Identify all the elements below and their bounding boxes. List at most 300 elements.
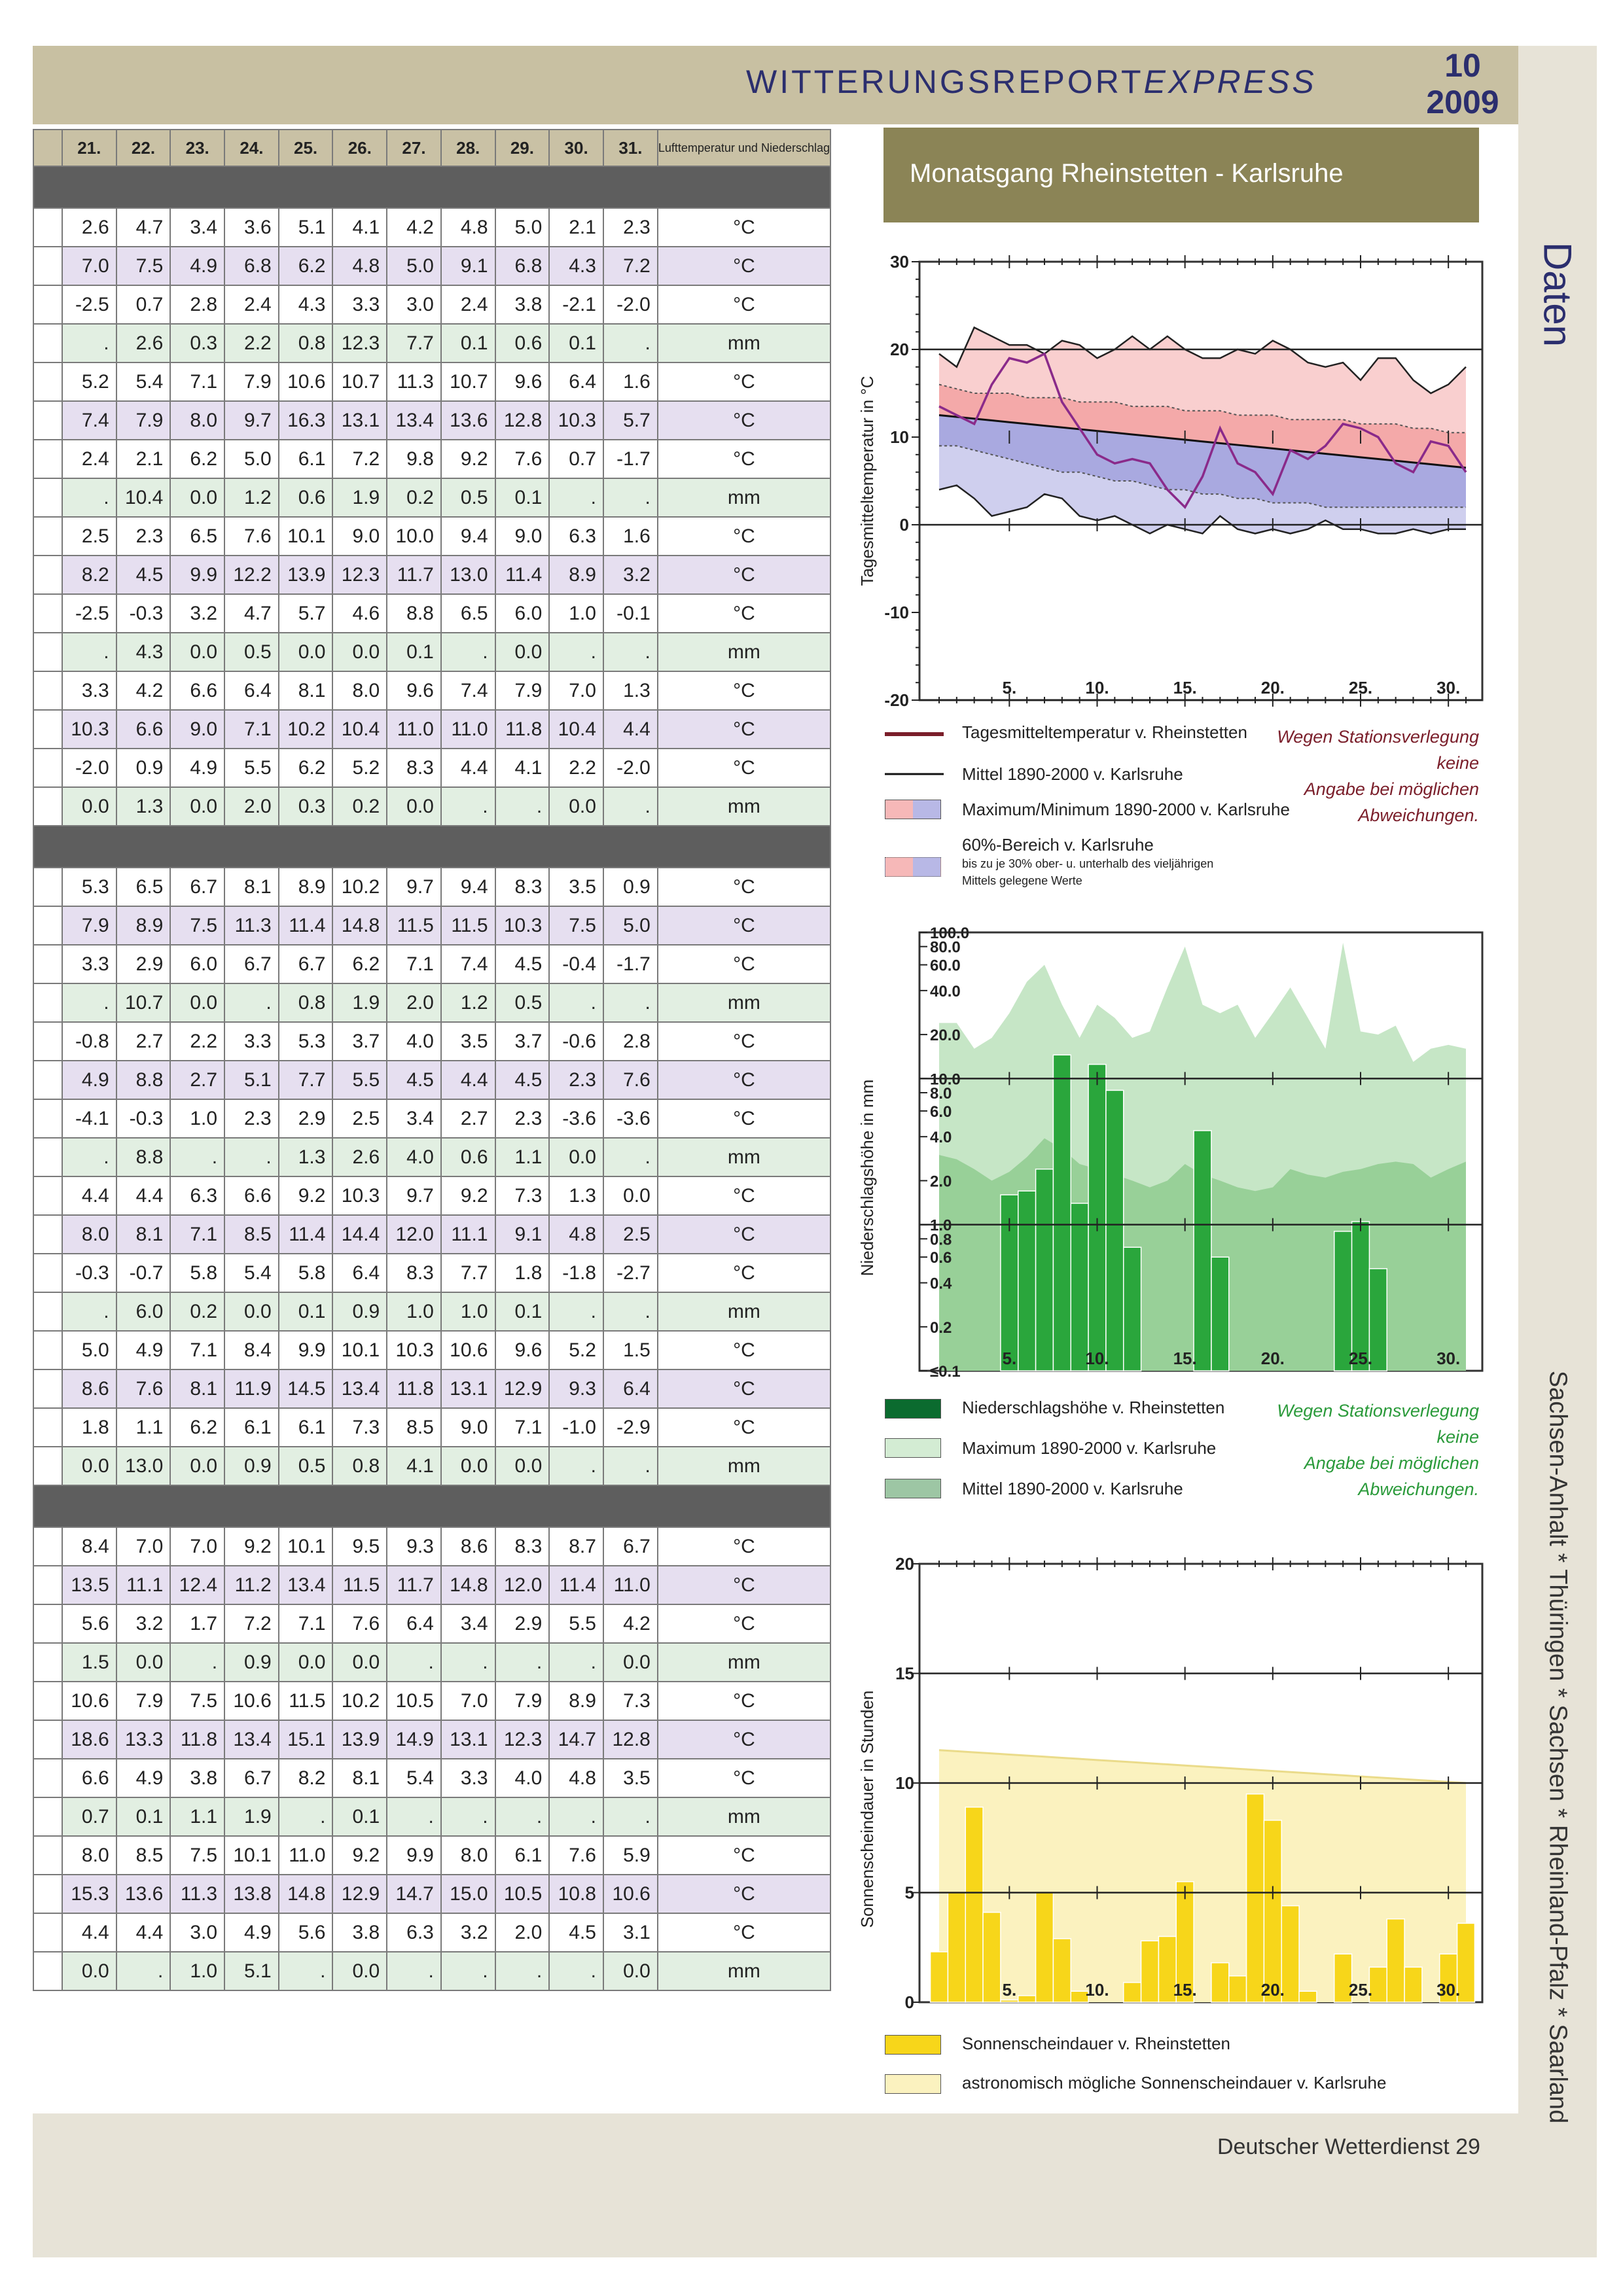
- value-cell: 4.4: [116, 1176, 171, 1215]
- table-row: [33, 1566, 830, 1604]
- value-cell: 5.0: [224, 440, 279, 478]
- precip-bar: [1036, 1169, 1054, 1371]
- value-cell: 7.0: [116, 1527, 171, 1566]
- value-cell: 7.5: [116, 247, 171, 285]
- value-cell: 15.1: [279, 1720, 333, 1759]
- value-cell: .: [170, 1138, 224, 1176]
- value-cell: 11.3: [387, 362, 441, 401]
- value-cell: 2.6: [62, 208, 116, 247]
- value-cell: 2.2: [549, 749, 603, 787]
- value-cell: 13.1: [441, 1720, 495, 1759]
- unit-cell: mm: [658, 633, 830, 671]
- value-cell: 5.0: [495, 208, 550, 247]
- day-header: 22.: [116, 130, 171, 166]
- table-row: [33, 478, 830, 517]
- value-cell: 5.1: [224, 1952, 279, 1990]
- unit-cell: °C: [658, 1408, 830, 1447]
- row-label-cell: [33, 1875, 62, 1913]
- value-cell: 4.9: [62, 1061, 116, 1099]
- table-row: [33, 945, 830, 983]
- table-row: [33, 1138, 830, 1176]
- y-tick-label: 10: [890, 427, 909, 447]
- unit-cell: °C: [658, 749, 830, 787]
- precip-note-line-3: Abweichungen.: [1358, 1479, 1479, 1499]
- value-cell: 6.6: [62, 1759, 116, 1797]
- row-label-cell: [33, 945, 62, 983]
- precip-legend-swatch-2: [885, 1438, 941, 1458]
- value-cell: 7.4: [62, 401, 116, 440]
- value-cell: .: [224, 1138, 279, 1176]
- value-cell: 10.7: [441, 362, 495, 401]
- table-row: [33, 906, 830, 945]
- x-tick-label: 30.: [1436, 1349, 1461, 1368]
- temp-note: [1230, 724, 1479, 828]
- row-label-cell: [33, 556, 62, 594]
- table-row: [33, 1875, 830, 1913]
- sun-bar: [1036, 1893, 1054, 2003]
- value-cell: 8.6: [62, 1369, 116, 1408]
- unit-cell: °C: [658, 1566, 830, 1604]
- unit-cell: mm: [658, 787, 830, 826]
- table-row: [33, 556, 830, 594]
- value-cell: 9.9: [279, 1331, 333, 1369]
- value-cell: 8.1: [332, 1759, 387, 1797]
- table-row: [33, 1369, 830, 1408]
- value-cell: -0.7: [116, 1254, 171, 1292]
- y-tick-label: 0.2: [930, 1318, 952, 1337]
- precip-bar: [1053, 1055, 1071, 1371]
- precip-legend-2: Maximum 1890-2000 v. Karlsruhe: [962, 1438, 1217, 1458]
- value-cell: 9.6: [387, 671, 441, 710]
- table-row: [33, 594, 830, 633]
- value-cell: 1.0: [441, 1292, 495, 1331]
- sun-bar: [1247, 1794, 1264, 2002]
- value-cell: 8.1: [279, 671, 333, 710]
- value-cell: 0.0: [62, 787, 116, 826]
- value-cell: 7.6: [332, 1604, 387, 1643]
- value-cell: .: [549, 1643, 603, 1682]
- table-row: [33, 1913, 830, 1952]
- value-cell: 8.0: [441, 1836, 495, 1875]
- value-cell: .: [603, 983, 658, 1022]
- value-cell: 1.6: [603, 517, 658, 556]
- value-cell: 3.3: [332, 285, 387, 324]
- value-cell: 3.3: [224, 1022, 279, 1061]
- value-cell: 3.8: [495, 285, 550, 324]
- value-cell: 5.6: [62, 1604, 116, 1643]
- value-cell: 4.0: [387, 1022, 441, 1061]
- value-cell: 0.0: [603, 1952, 658, 1990]
- row-label-cell: [33, 1682, 62, 1720]
- unit-cell: °C: [658, 247, 830, 285]
- row-label-cell: [33, 1527, 62, 1566]
- precip-legend-1: Niederschlagshöhe v. Rheinstetten: [962, 1398, 1225, 1417]
- value-cell: 1.7: [170, 1604, 224, 1643]
- value-cell: 5.2: [549, 1331, 603, 1369]
- sun-bar: [1387, 1919, 1404, 2002]
- section-header-cell: [33, 1485, 830, 1527]
- x-tick-label: 10.: [1085, 1980, 1109, 2000]
- value-cell: 11.5: [279, 1682, 333, 1720]
- x-tick-label: 25.: [1348, 1349, 1373, 1368]
- y-tick-label: 0.6: [930, 1249, 952, 1267]
- value-cell: 9.2: [224, 1527, 279, 1566]
- value-cell: 1.1: [170, 1797, 224, 1836]
- value-cell: 8.8: [116, 1138, 171, 1176]
- value-cell: 14.4: [332, 1215, 387, 1254]
- value-cell: 4.5: [116, 556, 171, 594]
- value-cell: 1.9: [332, 983, 387, 1022]
- value-cell: 0.0: [387, 787, 441, 826]
- value-cell: 0.6: [279, 478, 333, 517]
- chart-panel-title-text: Monatsgang Rheinstetten - Karlsruhe: [910, 159, 1344, 188]
- value-cell: 5.6: [279, 1913, 333, 1952]
- issue-month: 10: [1444, 47, 1481, 84]
- row-label-cell: [33, 671, 62, 710]
- value-cell: 6.2: [170, 440, 224, 478]
- row-label-cell: [33, 401, 62, 440]
- value-cell: 2.2: [170, 1022, 224, 1061]
- value-cell: .: [603, 633, 658, 671]
- value-cell: 2.3: [116, 517, 171, 556]
- value-cell: .: [603, 1797, 658, 1836]
- unit-cell: mm: [658, 1447, 830, 1485]
- table-row: [33, 983, 830, 1022]
- y-tick-label: 20: [895, 1554, 914, 1574]
- value-cell: 10.3: [62, 710, 116, 749]
- row-label-cell: [33, 1292, 62, 1331]
- value-cell: .: [549, 633, 603, 671]
- section-header-cell: [33, 826, 830, 868]
- row-label-cell: [33, 324, 62, 362]
- unit-cell: mm: [658, 478, 830, 517]
- value-cell: 1.0: [549, 594, 603, 633]
- table-row: [33, 208, 830, 247]
- value-cell: 8.9: [549, 556, 603, 594]
- value-cell: 2.5: [62, 517, 116, 556]
- value-cell: 14.7: [387, 1875, 441, 1913]
- value-cell: 2.9: [116, 945, 171, 983]
- value-cell: 0.9: [116, 749, 171, 787]
- table-row: [33, 1254, 830, 1292]
- value-cell: 0.1: [495, 1292, 550, 1331]
- value-cell: .: [116, 1952, 171, 1990]
- unit-cell: mm: [658, 324, 830, 362]
- value-cell: 10.5: [495, 1875, 550, 1913]
- value-cell: -1.7: [603, 945, 658, 983]
- x-tick-label: 30.: [1436, 1980, 1461, 2000]
- unit-cell: °C: [658, 1254, 830, 1292]
- day-header: 27.: [387, 130, 441, 166]
- value-cell: 9.5: [332, 1527, 387, 1566]
- table-row: [33, 1604, 830, 1643]
- table-row: [33, 1099, 830, 1138]
- value-cell: 6.7: [279, 945, 333, 983]
- value-cell: 0.1: [279, 1292, 333, 1331]
- unit-cell: °C: [658, 594, 830, 633]
- value-cell: 12.0: [387, 1215, 441, 1254]
- value-cell: 1.3: [116, 787, 171, 826]
- sun-bar: [983, 1913, 1001, 2002]
- value-cell: 10.7: [332, 362, 387, 401]
- value-cell: 12.8: [603, 1720, 658, 1759]
- value-cell: 6.2: [170, 1408, 224, 1447]
- value-cell: 7.6: [116, 1369, 171, 1408]
- value-cell: 7.3: [495, 1176, 550, 1215]
- precip-legend-3: Mittel 1890-2000 v. Karlsruhe: [962, 1479, 1183, 1498]
- value-cell: 6.7: [170, 868, 224, 906]
- row-label-cell: [33, 1447, 62, 1485]
- table-row: [33, 247, 830, 285]
- y-tick-label: 60.0: [930, 957, 961, 975]
- value-cell: 10.0: [387, 517, 441, 556]
- value-cell: 0.2: [332, 787, 387, 826]
- value-cell: 7.9: [224, 362, 279, 401]
- temp-legend-4: 60%-Bereich v. Karlsruhe: [962, 835, 1154, 855]
- value-cell: .: [441, 1952, 495, 1990]
- value-cell: 10.2: [332, 1682, 387, 1720]
- value-cell: 2.7: [170, 1061, 224, 1099]
- value-cell: 1.0: [387, 1292, 441, 1331]
- value-cell: 0.0: [495, 1447, 550, 1485]
- value-cell: 4.3: [279, 285, 333, 324]
- value-cell: 9.2: [441, 1176, 495, 1215]
- section-label-text: Daten: [1535, 241, 1580, 347]
- table-row: [33, 517, 830, 556]
- precip-bar: [1124, 1247, 1141, 1371]
- value-cell: 0.0: [170, 633, 224, 671]
- value-cell: 1.9: [224, 1797, 279, 1836]
- unit-cell: °C: [658, 906, 830, 945]
- value-cell: 8.5: [224, 1215, 279, 1254]
- value-cell: 4.9: [224, 1913, 279, 1952]
- y-tick-label: 10: [895, 1773, 914, 1793]
- sun-bar: [1264, 1820, 1281, 2002]
- value-cell: 9.0: [170, 710, 224, 749]
- value-cell: -2.5: [62, 285, 116, 324]
- row-label-cell: [33, 1566, 62, 1604]
- value-cell: 4.1: [332, 208, 387, 247]
- unit-cell: °C: [658, 1061, 830, 1099]
- x-tick-label: 20.: [1260, 1980, 1285, 2000]
- station-section-header: [33, 166, 830, 208]
- value-cell: 2.6: [332, 1138, 387, 1176]
- sunshine-chart: [851, 1544, 1492, 2028]
- value-cell: 9.1: [495, 1215, 550, 1254]
- precip-note: [1230, 1398, 1479, 1502]
- table-row: [33, 362, 830, 401]
- x-tick-label: 15.: [1173, 1349, 1197, 1368]
- unit-cell: °C: [658, 517, 830, 556]
- unit-cell: °C: [658, 1604, 830, 1643]
- unit-cell: °C: [658, 945, 830, 983]
- value-cell: 8.2: [62, 556, 116, 594]
- value-cell: 7.7: [387, 324, 441, 362]
- value-cell: 6.7: [224, 1759, 279, 1797]
- y-tick-label: 0.8: [930, 1231, 952, 1249]
- value-cell: 9.3: [549, 1369, 603, 1408]
- value-cell: 4.4: [62, 1913, 116, 1952]
- value-cell: 3.8: [332, 1913, 387, 1952]
- unit-cell: °C: [658, 1022, 830, 1061]
- value-cell: .: [441, 1797, 495, 1836]
- value-cell: 4.7: [224, 594, 279, 633]
- value-cell: 3.2: [441, 1913, 495, 1952]
- value-cell: 4.5: [495, 1061, 550, 1099]
- value-cell: .: [441, 633, 495, 671]
- chart-panel-title: [883, 128, 1479, 222]
- y-tick-label: 6.0: [930, 1103, 952, 1121]
- value-cell: 6.4: [549, 362, 603, 401]
- value-cell: 5.4: [116, 362, 171, 401]
- value-cell: 0.0: [495, 633, 550, 671]
- value-cell: 8.5: [116, 1836, 171, 1875]
- value-cell: 1.5: [62, 1643, 116, 1682]
- value-cell: 3.0: [170, 1913, 224, 1952]
- value-cell: 4.0: [387, 1138, 441, 1176]
- value-cell: 8.1: [224, 868, 279, 906]
- value-cell: 4.0: [495, 1759, 550, 1797]
- row-label-cell: [33, 1369, 62, 1408]
- precip-bar: [1071, 1203, 1088, 1371]
- value-cell: 2.2: [224, 324, 279, 362]
- value-cell: -0.3: [116, 594, 171, 633]
- value-cell: 0.1: [387, 633, 441, 671]
- value-cell: 11.8: [495, 710, 550, 749]
- unit-cell: °C: [658, 1875, 830, 1913]
- value-cell: .: [603, 787, 658, 826]
- value-cell: 13.4: [387, 401, 441, 440]
- day-header: 30.: [549, 130, 603, 166]
- value-cell: .: [549, 983, 603, 1022]
- value-cell: 6.5: [116, 868, 171, 906]
- station-section-header: [33, 826, 830, 868]
- temp-legend-5: bis zu je 30% ober- u. unterhalb des vieljährigen: [962, 857, 1214, 870]
- unit-column-header: Lufttemperatur und Niederschlag: [658, 130, 830, 166]
- value-cell: 7.9: [495, 1682, 550, 1720]
- value-cell: 0.0: [332, 1643, 387, 1682]
- value-cell: 7.1: [170, 1215, 224, 1254]
- value-cell: 12.3: [495, 1720, 550, 1759]
- value-cell: 5.0: [603, 906, 658, 945]
- value-cell: .: [603, 1292, 658, 1331]
- value-cell: 10.6: [224, 1682, 279, 1720]
- value-cell: 7.2: [224, 1604, 279, 1643]
- row-label-cell: [33, 440, 62, 478]
- value-cell: 15.3: [62, 1875, 116, 1913]
- value-cell: 2.4: [224, 285, 279, 324]
- value-cell: 11.3: [224, 906, 279, 945]
- value-cell: 3.5: [603, 1759, 658, 1797]
- value-cell: 1.8: [495, 1254, 550, 1292]
- sun-bar: [1211, 1963, 1229, 2002]
- row-label-cell: [33, 1643, 62, 1682]
- value-cell: 7.2: [603, 247, 658, 285]
- value-cell: 10.1: [332, 1331, 387, 1369]
- value-cell: 1.2: [224, 478, 279, 517]
- value-cell: 8.3: [387, 1254, 441, 1292]
- value-cell: 0.7: [549, 440, 603, 478]
- value-cell: 6.0: [495, 594, 550, 633]
- value-cell: 4.8: [332, 247, 387, 285]
- value-cell: 4.4: [603, 710, 658, 749]
- unit-cell: °C: [658, 1215, 830, 1254]
- value-cell: 7.5: [170, 1836, 224, 1875]
- value-cell: 2.1: [116, 440, 171, 478]
- temp-legend-6: Mittels gelegene Werte: [962, 874, 1082, 887]
- x-tick-label: 20.: [1260, 1349, 1285, 1368]
- sun-bar: [1018, 1996, 1036, 2002]
- value-cell: 7.9: [62, 906, 116, 945]
- table-body: [33, 166, 830, 1990]
- value-cell: 13.6: [116, 1875, 171, 1913]
- value-cell: .: [387, 1643, 441, 1682]
- value-cell: .: [495, 1952, 550, 1990]
- value-cell: .: [279, 1797, 333, 1836]
- x-tick-label: 30.: [1436, 678, 1461, 698]
- value-cell: 11.4: [279, 906, 333, 945]
- value-cell: 0.0: [279, 1643, 333, 1682]
- table-row: [33, 1836, 830, 1875]
- value-cell: 3.4: [170, 208, 224, 247]
- table-row: [33, 1797, 830, 1836]
- value-cell: 3.3: [62, 671, 116, 710]
- value-cell: 5.8: [170, 1254, 224, 1292]
- value-cell: 6.5: [441, 594, 495, 633]
- sun-bar: [1141, 1941, 1159, 2002]
- value-cell: 8.6: [441, 1527, 495, 1566]
- value-cell: 9.3: [387, 1527, 441, 1566]
- value-cell: -2.1: [549, 285, 603, 324]
- value-cell: 13.5: [62, 1566, 116, 1604]
- y-tick-label: 5: [904, 1882, 914, 1903]
- region-label-text: Sachsen-Anhalt * Thüringen * Sachsen * Rheinland-Pfalz * Saarland: [1544, 1370, 1572, 2124]
- x-tick-label: 25.: [1348, 678, 1373, 698]
- value-cell: 11.8: [170, 1720, 224, 1759]
- value-cell: -1.7: [603, 440, 658, 478]
- table-row: [33, 868, 830, 906]
- value-cell: .: [62, 324, 116, 362]
- value-cell: 0.2: [387, 478, 441, 517]
- value-cell: 5.5: [332, 1061, 387, 1099]
- value-cell: 0.9: [332, 1292, 387, 1331]
- x-tick-label: 5.: [1002, 678, 1017, 698]
- day-header: 29.: [495, 130, 550, 166]
- precip-note-line-1: Wegen Stationsverlegung keine: [1277, 1401, 1479, 1447]
- sun-bar: [1404, 1967, 1422, 2002]
- row-label-cell: [33, 517, 62, 556]
- value-cell: 0.3: [279, 787, 333, 826]
- y-tick-label: 100.0: [930, 925, 970, 942]
- value-cell: 4.3: [116, 633, 171, 671]
- table-row: [33, 1215, 830, 1254]
- value-cell: 2.3: [549, 1061, 603, 1099]
- row-label-cell: [33, 208, 62, 247]
- value-cell: 6.7: [603, 1527, 658, 1566]
- value-cell: 12.9: [495, 1369, 550, 1408]
- value-cell: 11.8: [387, 1369, 441, 1408]
- temperature-chart: [851, 242, 1492, 726]
- row-label-cell: [33, 1836, 62, 1875]
- value-cell: 0.8: [279, 324, 333, 362]
- value-cell: 0.8: [279, 983, 333, 1022]
- value-cell: 14.8: [279, 1875, 333, 1913]
- row-label-cell: [33, 633, 62, 671]
- value-cell: 8.0: [170, 401, 224, 440]
- value-cell: 8.5: [387, 1408, 441, 1447]
- value-cell: 7.0: [549, 671, 603, 710]
- value-cell: 10.2: [279, 710, 333, 749]
